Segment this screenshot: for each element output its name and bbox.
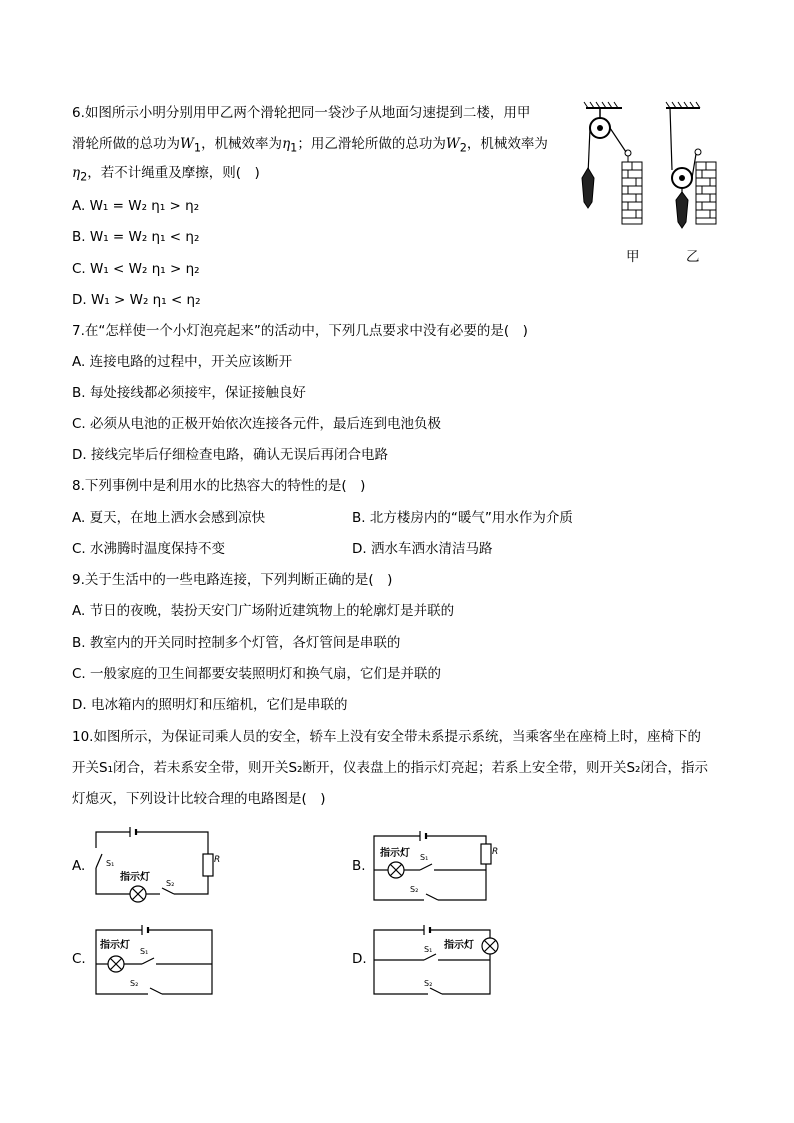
pulley-figure — [572, 100, 732, 270]
q8-option-c[interactable]: C. 水沸腾时温度保持不变 — [72, 541, 226, 557]
circuit-c-s1: S₁ — [140, 947, 149, 956]
brick-wall-yi — [696, 162, 716, 224]
circuit-b[interactable] — [370, 826, 500, 906]
circuit-a-s2: S₂ — [166, 879, 175, 888]
q9-option-d[interactable]: D. 电冰箱内的照明灯和压缩机，它们是串联的 — [72, 697, 348, 713]
q10-option-a-label[interactable]: A. — [72, 858, 86, 874]
q9-option-b[interactable]: B. 教室内的开关同时控制多个灯管，各灯管间是串联的 — [72, 635, 401, 651]
circuit-b-lamp-label: 指示灯 — [380, 848, 410, 859]
q10-option-c-label[interactable]: C. — [72, 951, 86, 967]
w1-symbol: W — [180, 136, 194, 152]
q10-option-d-label[interactable]: D. — [352, 951, 367, 967]
eta2-symbol: η — [72, 165, 81, 181]
q7-option-c[interactable]: C. 必须从电池的正极开始依次连接各元件，最后连到电池负极 — [72, 416, 442, 432]
q10-stem-line2: 开关S₁闭合，若未系安全带，则开关S₂断开，仪表盘上的指示灯亮起；若系上安全带，则开关S₂闭合，指示 — [72, 760, 708, 776]
q6-option-d[interactable]: D. W₁ > W₂ η₁ < η₂ — [72, 292, 201, 308]
q6-stem-line1: 6.如图所示小明分别用甲乙两个滑轮把同一袋沙子从地面匀速提到二楼，用甲 — [72, 105, 531, 121]
q7-option-a[interactable]: A. 连接电路的过程中，开关应该断开 — [72, 354, 293, 370]
w2-symbol: W — [445, 136, 460, 152]
q10-option-b-label[interactable]: B. — [352, 858, 366, 874]
circuit-a-r: R — [214, 855, 221, 865]
circuit-a[interactable] — [92, 826, 222, 906]
q9-option-a[interactable]: A. 节日的夜晚，装扮天安门广场附近建筑物上的轮廓灯是并联的 — [72, 603, 455, 619]
circuit-b-s2: S₂ — [410, 885, 419, 894]
q6-option-a[interactable]: A. W₁ = W₂ η₁ > η₂ — [72, 198, 200, 214]
q7-option-d[interactable]: D. 接线完毕后仔细检查电路，确认无误后再闭合电路 — [72, 447, 388, 463]
q10-stem-line1: 10.如图所示，为保证司乘人员的安全，轿车上没有安全带未系提示系统，当乘客坐在座椅上时，座椅下的 — [72, 729, 701, 745]
brick-wall-jia — [622, 162, 642, 224]
eta1-symbol: η — [282, 136, 291, 152]
circuit-d-lamp-label: 指示灯 — [444, 940, 474, 951]
circuit-b-r: R — [492, 847, 499, 857]
q9-option-c[interactable]: C. 一般家庭的卫生间都要安装照明灯和换气扇，它们是并联的 — [72, 666, 442, 682]
circuit-b-s1: S₁ — [420, 853, 429, 862]
q7-stem: 7.在“怎样使一个小灯泡亮起来”的活动中，下列几点要求中没有必要的是( ) — [72, 323, 528, 339]
fixed-pulley-jia — [582, 102, 642, 224]
circuit-d-s1: S₁ — [424, 945, 433, 954]
q8-option-b[interactable]: B. 北方楼房内的“暖气”用水作为介质 — [352, 510, 573, 526]
circuit-d[interactable] — [370, 918, 504, 998]
circuit-a-lamp-label: 指示灯 — [120, 872, 150, 883]
q10-stem-line3: 灯熄灭，下列设计比较合理的电路图是( ) — [72, 791, 326, 807]
circuit-d-s2: S₂ — [424, 979, 433, 988]
q8-option-d[interactable]: D. 洒水车洒水清洁马路 — [352, 541, 493, 557]
figure-label-yi: 乙 — [686, 249, 700, 265]
movable-pulley-yi — [666, 102, 716, 228]
circuit-a-s1: S₁ — [106, 859, 115, 868]
circuit-c[interactable] — [92, 918, 222, 998]
circuit-c-lamp-label: 指示灯 — [100, 940, 130, 951]
circuit-c-s2: S₂ — [130, 979, 139, 988]
q6-option-b[interactable]: B. W₁ = W₂ η₁ < η₂ — [72, 229, 200, 245]
q7-option-b[interactable]: B. 每处接线都必须接牢，保证接触良好 — [72, 385, 306, 401]
figure-label-jia: 甲 — [626, 249, 640, 265]
q9-stem: 9.关于生活中的一些电路连接，下列判断正确的是( ) — [72, 572, 393, 588]
q8-stem: 8.下列事例中是利用水的比热容大的特性的是( ) — [72, 478, 366, 494]
q6-stem-line2: 滑轮所做的总功为$W_1$，机械效率为$\eta_1$；用乙滑轮所做的总功为$W_2$，机械效率为 — [72, 136, 548, 155]
q6-stem-line3: $\eta_2$，若不计绳重及摩擦，则( ) — [72, 165, 260, 184]
q8-option-a[interactable]: A. 夏天，在地上洒水会感到凉快 — [72, 510, 266, 526]
q6-option-c[interactable]: C. W₁ < W₂ η₁ > η₂ — [72, 261, 200, 277]
